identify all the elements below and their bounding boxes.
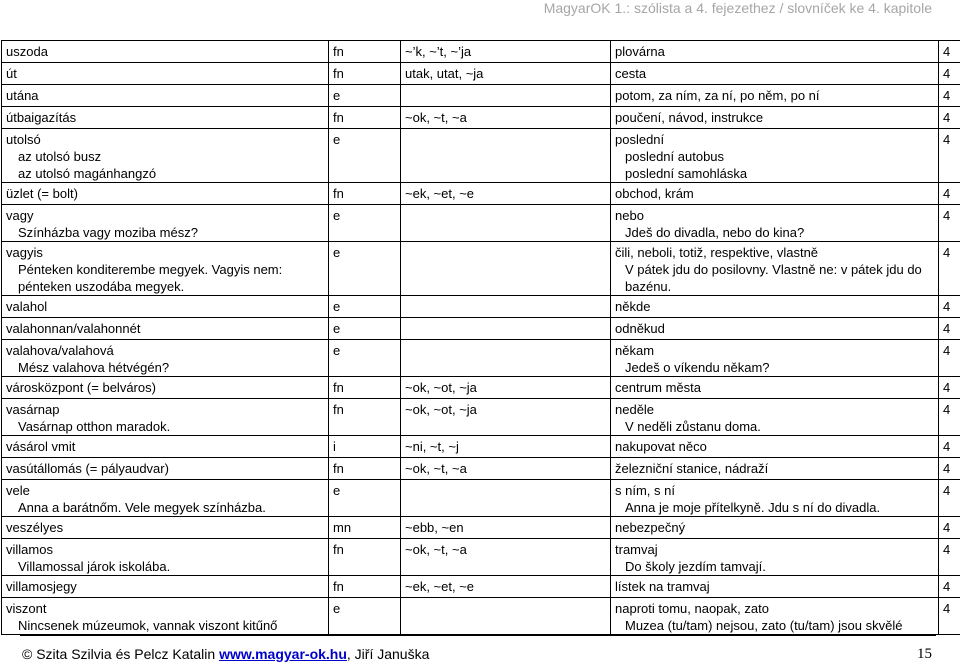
hungarian-word: valahol xyxy=(6,299,48,314)
word-type: fn xyxy=(333,579,344,594)
word-type: e xyxy=(333,88,341,103)
chapter-number: 4 xyxy=(943,579,951,594)
hungarian-cell xyxy=(2,576,329,598)
czech-translation: nakupovat něco xyxy=(615,439,707,454)
word-forms xyxy=(405,296,606,298)
czech-cell xyxy=(611,377,939,399)
page-footer xyxy=(0,633,960,664)
czech-cell xyxy=(611,85,939,107)
word-forms xyxy=(405,340,606,342)
czech-example: Do školy jezdím tamvají. xyxy=(625,559,766,574)
table-row xyxy=(2,183,960,205)
czech-cell xyxy=(611,480,939,517)
czech-cell xyxy=(611,296,939,318)
hungarian-example: Villamossal járok iskolába. xyxy=(18,559,171,574)
word-type-cell xyxy=(329,318,401,340)
word-type: fn xyxy=(333,44,344,59)
czech-cell xyxy=(611,318,939,340)
forms-cell xyxy=(401,399,611,436)
forms-cell xyxy=(401,242,611,296)
chapter-number: 4 xyxy=(943,245,951,260)
word-forms: ~ok, ~ot, ~ja xyxy=(405,402,477,417)
chapter-cell xyxy=(939,296,960,318)
chapter-cell xyxy=(939,517,960,539)
word-type-cell xyxy=(329,576,401,598)
hungarian-word: uszoda xyxy=(6,44,48,59)
hungarian-example: Nincsenek múzeumok, vannak viszont kitűnő xyxy=(18,618,278,633)
chapter-cell xyxy=(939,480,960,517)
forms-cell xyxy=(401,539,611,576)
hungarian-example: az utolsó magánhangzó xyxy=(18,166,157,181)
chapter-cell xyxy=(939,598,960,635)
hungarian-cell xyxy=(2,539,329,576)
word-type: fn xyxy=(333,461,344,476)
forms-cell xyxy=(401,183,611,205)
word-type: fn xyxy=(333,110,344,125)
czech-cell xyxy=(611,340,939,377)
word-type-cell xyxy=(329,41,401,63)
czech-example: V pátek jdu do posilovny. Vlastně ne: v pátek jdu do xyxy=(625,262,922,277)
footer-author: , Jiří Januška xyxy=(346,646,430,662)
czech-translation: potom, za ním, za ní, po něm, po ní xyxy=(615,88,820,103)
word-forms: ~ek, ~et, ~e xyxy=(405,186,475,201)
forms-cell xyxy=(401,41,611,63)
forms-cell xyxy=(401,517,611,539)
czech-cell xyxy=(611,576,939,598)
footer-divider xyxy=(20,635,936,636)
hungarian-example: Anna a barátnőm. Vele megyek színházba. xyxy=(18,500,266,515)
czech-example: Muzea (tu/tam) nejsou, zato (tu/tam) jsou skvělé xyxy=(625,618,903,633)
czech-cell xyxy=(611,436,939,458)
chapter-cell xyxy=(939,399,960,436)
word-type: e xyxy=(333,245,341,260)
forms-cell xyxy=(401,63,611,85)
word-type-cell xyxy=(329,129,401,183)
czech-translation: plovárna xyxy=(615,44,665,59)
word-forms: utak, utat, ~ja xyxy=(405,66,484,81)
word-forms: ~ek, ~et, ~e xyxy=(405,579,475,594)
hungarian-word: vele xyxy=(6,483,30,498)
word-forms xyxy=(405,85,606,87)
table-row xyxy=(2,63,960,85)
czech-translation: poučení, návod, instrukce xyxy=(615,110,764,125)
czech-cell xyxy=(611,41,939,63)
word-type-cell xyxy=(329,107,401,129)
chapter-cell xyxy=(939,41,960,63)
hungarian-word: vagy xyxy=(6,208,34,223)
chapter-cell xyxy=(939,107,960,129)
forms-cell xyxy=(401,576,611,598)
czech-example: Anna je moje přítelkyně. Jdu s ní do divadla. xyxy=(625,500,881,515)
table-row xyxy=(2,377,960,399)
czech-cell xyxy=(611,539,939,576)
word-type: i xyxy=(333,439,336,454)
czech-translation: někde xyxy=(615,299,651,314)
chapter-cell xyxy=(939,576,960,598)
chapter-number: 4 xyxy=(943,380,951,395)
czech-cell xyxy=(611,129,939,183)
word-type: fn xyxy=(333,186,344,201)
hungarian-word: vagyis xyxy=(6,245,43,260)
chapter-cell xyxy=(939,129,960,183)
word-forms: ~’k, ~’t, ~’ja xyxy=(405,44,472,59)
czech-cell xyxy=(611,107,939,129)
table-row xyxy=(2,480,960,517)
czech-example: bazénu. xyxy=(625,279,672,294)
chapter-cell xyxy=(939,340,960,377)
chapter-cell xyxy=(939,318,960,340)
forms-cell xyxy=(401,436,611,458)
hungarian-cell xyxy=(2,183,329,205)
czech-translation: cesta xyxy=(615,66,647,81)
word-type-cell xyxy=(329,242,401,296)
word-type-cell xyxy=(329,598,401,635)
forms-cell xyxy=(401,296,611,318)
hungarian-word: vásárol vmit xyxy=(6,439,76,454)
czech-translation: tramvaj xyxy=(615,542,658,557)
hungarian-cell xyxy=(2,436,329,458)
hungarian-word: üzlet (= bolt) xyxy=(6,186,78,201)
chapter-cell xyxy=(939,205,960,242)
word-forms: ~ni, ~t, ~j xyxy=(405,439,459,454)
czech-translation: nebezpečný xyxy=(615,520,686,535)
hungarian-word: vasárnap xyxy=(6,402,60,417)
czech-example: Jedeš o víkendu někam? xyxy=(625,360,770,375)
chapter-number: 4 xyxy=(943,186,951,201)
hungarian-word: utolsó xyxy=(6,132,41,147)
chapter-number: 4 xyxy=(943,439,951,454)
table-row xyxy=(2,41,960,63)
chapter-cell xyxy=(939,539,960,576)
word-type-cell xyxy=(329,458,401,480)
hungarian-cell xyxy=(2,377,329,399)
chapter-cell xyxy=(939,242,960,296)
hungarian-word: valahonnan/valahonnét xyxy=(6,321,141,336)
word-forms xyxy=(405,205,606,207)
forms-cell xyxy=(401,205,611,242)
chapter-cell xyxy=(939,436,960,458)
chapter-cell xyxy=(939,183,960,205)
footer-credits xyxy=(22,646,429,662)
hungarian-example: pénteken uszodába megyek. xyxy=(18,279,185,294)
footer-copyright: © Szita Szilvia és Pelcz Katalin xyxy=(22,646,216,662)
word-type-cell xyxy=(329,517,401,539)
czech-translation: někam xyxy=(615,343,655,358)
word-type: e xyxy=(333,299,341,314)
chapter-number: 4 xyxy=(943,343,951,358)
table-row xyxy=(2,576,960,598)
table-row xyxy=(2,318,960,340)
hungarian-example: Vasárnap otthon maradok. xyxy=(18,419,171,434)
czech-cell xyxy=(611,205,939,242)
word-forms xyxy=(405,318,606,320)
word-forms xyxy=(405,129,606,131)
czech-cell xyxy=(611,183,939,205)
hungarian-word: városközpont (= belváros) xyxy=(6,380,156,395)
table-row xyxy=(2,436,960,458)
hungarian-cell xyxy=(2,399,329,436)
table-row xyxy=(2,598,960,635)
czech-example: poslední autobus xyxy=(625,149,725,164)
word-forms xyxy=(405,598,606,600)
czech-translation: odněkud xyxy=(615,321,665,336)
chapter-number: 4 xyxy=(943,461,951,476)
table-row xyxy=(2,340,960,377)
hungarian-word: veszélyes xyxy=(6,520,64,535)
word-type: e xyxy=(333,343,341,358)
chapter-number: 4 xyxy=(943,88,951,103)
czech-translation: naproti tomu, naopak, zato xyxy=(615,601,769,616)
czech-translation: obchod, krám xyxy=(615,186,694,201)
hungarian-word: utána xyxy=(6,88,39,103)
chapter-cell xyxy=(939,458,960,480)
forms-cell xyxy=(401,480,611,517)
czech-example: poslední samohláska xyxy=(625,166,748,181)
word-type-cell xyxy=(329,480,401,517)
hungarian-example: az utolsó busz xyxy=(18,149,102,164)
table-row xyxy=(2,107,960,129)
vocabulary-table xyxy=(1,40,960,635)
word-type: e xyxy=(333,208,341,223)
word-forms: ~ok, ~t, ~a xyxy=(405,542,467,557)
chapter-number: 4 xyxy=(943,110,951,125)
forms-cell xyxy=(401,129,611,183)
czech-cell xyxy=(611,598,939,635)
forms-cell xyxy=(401,340,611,377)
hungarian-word: útbaigazítás xyxy=(6,110,77,125)
word-type-cell xyxy=(329,539,401,576)
word-type: mn xyxy=(333,520,352,535)
hungarian-example: Pénteken konditerembe megyek. Vagyis nem: xyxy=(18,262,283,277)
hungarian-cell xyxy=(2,517,329,539)
word-type-cell xyxy=(329,63,401,85)
page-header: MagyarOK 1.: szólista a 4. fejezethez / slovníček ke 4. kapitole xyxy=(543,0,932,16)
footer-website-link[interactable]: www.magyar-ok.hu xyxy=(219,646,347,662)
word-type: e xyxy=(333,321,341,336)
czech-translation: nebo xyxy=(615,208,644,223)
czech-cell xyxy=(611,63,939,85)
hungarian-word: villamos xyxy=(6,542,53,557)
word-forms xyxy=(405,242,606,244)
chapter-cell xyxy=(939,63,960,85)
hungarian-cell xyxy=(2,41,329,63)
hungarian-word: út xyxy=(6,66,17,81)
table-row xyxy=(2,129,960,183)
hungarian-cell xyxy=(2,242,329,296)
czech-example: Jdeš do divadla, nebo do kina? xyxy=(625,225,805,240)
word-type: fn xyxy=(333,542,344,557)
czech-example: V neděli zůstanu doma. xyxy=(625,419,761,434)
chapter-number: 4 xyxy=(943,542,951,557)
hungarian-cell xyxy=(2,318,329,340)
hungarian-cell xyxy=(2,340,329,377)
page-number: 15 xyxy=(917,646,932,662)
table-row xyxy=(2,517,960,539)
word-type-cell xyxy=(329,205,401,242)
czech-cell xyxy=(611,242,939,296)
czech-cell xyxy=(611,517,939,539)
table-row xyxy=(2,242,960,296)
table-row xyxy=(2,85,960,107)
chapter-number: 4 xyxy=(943,66,951,81)
czech-translation: neděle xyxy=(615,402,655,417)
table-row xyxy=(2,399,960,436)
chapter-number: 4 xyxy=(943,601,951,616)
word-type-cell xyxy=(329,340,401,377)
word-type-cell xyxy=(329,399,401,436)
chapter-number: 4 xyxy=(943,321,951,336)
czech-translation: čili, neboli, totiž, respektive, vlastně xyxy=(615,245,819,260)
word-type-cell xyxy=(329,436,401,458)
word-type: e xyxy=(333,132,341,147)
chapter-cell xyxy=(939,377,960,399)
chapter-number: 4 xyxy=(943,402,951,417)
word-type-cell xyxy=(329,183,401,205)
hungarian-cell xyxy=(2,480,329,517)
chapter-number: 4 xyxy=(943,483,951,498)
czech-translation: železniční stanice, nádraží xyxy=(615,461,769,476)
word-type: e xyxy=(333,483,341,498)
hungarian-word: villamosjegy xyxy=(6,579,77,594)
czech-translation: centrum města xyxy=(615,380,701,395)
hungarian-cell xyxy=(2,205,329,242)
word-forms: ~ok, ~t, ~a xyxy=(405,461,467,476)
word-type-cell xyxy=(329,296,401,318)
word-forms: ~ok, ~ot, ~ja xyxy=(405,380,477,395)
czech-translation: s ním, s ní xyxy=(615,483,675,498)
hungarian-word: valahova/valahová xyxy=(6,343,114,358)
chapter-number: 4 xyxy=(943,208,951,223)
word-type: fn xyxy=(333,66,344,81)
forms-cell xyxy=(401,377,611,399)
chapter-number: 4 xyxy=(943,132,951,147)
hungarian-cell xyxy=(2,458,329,480)
hungarian-cell xyxy=(2,107,329,129)
hungarian-cell xyxy=(2,63,329,85)
chapter-cell xyxy=(939,85,960,107)
forms-cell xyxy=(401,107,611,129)
word-type: fn xyxy=(333,402,344,417)
hungarian-example: Színházba vagy moziba mész? xyxy=(18,225,198,240)
hungarian-cell xyxy=(2,296,329,318)
czech-cell xyxy=(611,399,939,436)
czech-cell xyxy=(611,458,939,480)
vocabulary-table-body xyxy=(2,41,960,635)
czech-translation: lístek na tramvaj xyxy=(615,579,710,594)
chapter-number: 4 xyxy=(943,520,951,535)
hungarian-cell xyxy=(2,598,329,635)
czech-translation: poslední xyxy=(615,132,665,147)
forms-cell xyxy=(401,318,611,340)
forms-cell xyxy=(401,85,611,107)
word-forms: ~ebb, ~en xyxy=(405,520,464,535)
word-type: fn xyxy=(333,380,344,395)
hungarian-word: vasútállomás (= pályaudvar) xyxy=(6,461,169,476)
word-type-cell xyxy=(329,85,401,107)
table-row xyxy=(2,205,960,242)
hungarian-cell xyxy=(2,129,329,183)
chapter-number: 4 xyxy=(943,44,951,59)
table-row xyxy=(2,539,960,576)
chapter-number: 4 xyxy=(943,299,951,314)
forms-cell xyxy=(401,458,611,480)
table-row xyxy=(2,296,960,318)
table-row xyxy=(2,458,960,480)
hungarian-example: Mész valahova hétvégén? xyxy=(18,360,170,375)
word-type-cell xyxy=(329,377,401,399)
forms-cell xyxy=(401,598,611,635)
word-forms: ~ok, ~t, ~a xyxy=(405,110,467,125)
word-type: e xyxy=(333,601,341,616)
word-forms xyxy=(405,480,606,482)
hungarian-cell xyxy=(2,85,329,107)
hungarian-word: viszont xyxy=(6,601,47,616)
